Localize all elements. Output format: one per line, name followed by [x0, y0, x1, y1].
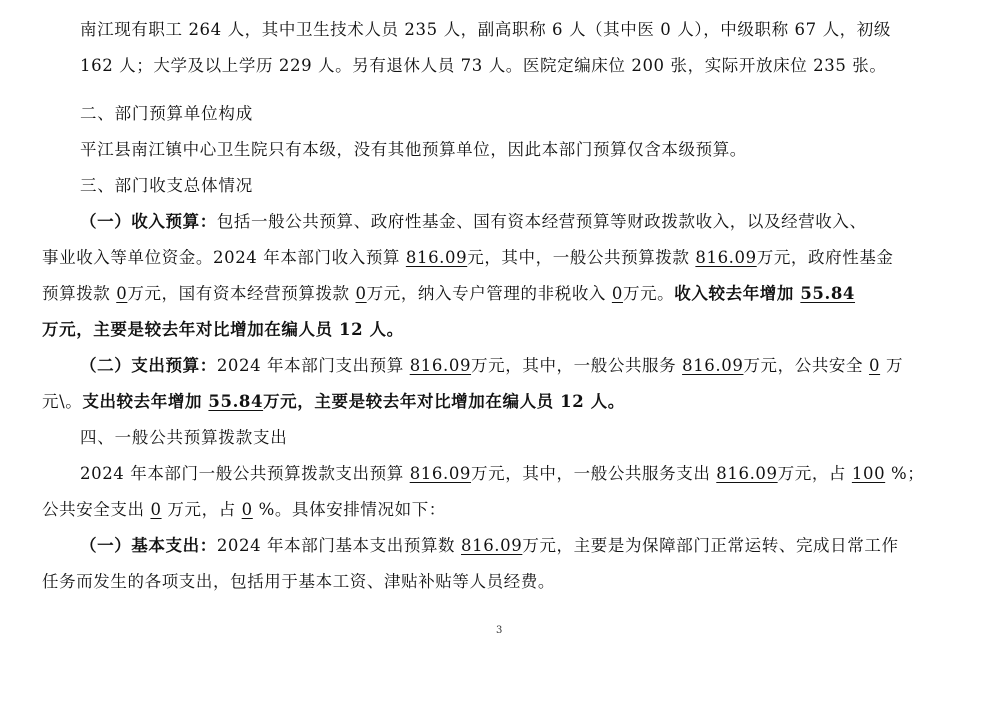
expense-general-value: 816.09	[682, 356, 744, 375]
section-heading-budget-units: 二、部门预算单位构成	[80, 104, 253, 123]
income-increase-text: 收入较去年增加	[674, 284, 801, 303]
general-text-b1: 公共安全支出	[42, 500, 151, 519]
income-text-b3: 万元，政府性基金	[756, 248, 894, 267]
expense-reason-text: 万元，主要是较去年对比增加在编人员 12 人。	[263, 392, 625, 411]
income-state-value: 0	[355, 284, 367, 303]
income-text-c3: 万元，纳入专户管理的非税收入	[366, 284, 612, 303]
basic-total-value: 816.09	[461, 536, 523, 555]
page-number: 3	[496, 625, 503, 636]
general-service-percent: 100	[851, 464, 886, 483]
expense-budget-label: （二）支出预算：	[80, 356, 217, 375]
general-security-percent: 0	[241, 500, 253, 519]
section-heading-revenue-expenditure: 三、部门收支总体情况	[80, 176, 253, 195]
expense-security-value: 0	[868, 356, 881, 375]
income-text-c4: 万元。	[622, 284, 675, 303]
general-total-value: 816.09	[409, 464, 472, 483]
general-text-b3: %。具体安排情况如下：	[252, 500, 446, 519]
general-line-1	[80, 463, 924, 485]
staff-paragraph-line-2: 162 人；大学及以上学历 229 人。另有退休人员 73 人。医院定编床位 200 张，实际开放床位 235 张。	[80, 56, 887, 75]
general-text-a2: 万元，其中，一般公共服务支出	[471, 464, 717, 483]
basic-line-2: 任务而发生的各项支出，包括用于基本工资、津贴补贴等人员经费。	[42, 572, 555, 591]
income-increase-value: 55.84	[800, 284, 856, 303]
income-text-b2: 元，其中，一般公共预算拨款	[467, 248, 696, 267]
income-general-value: 816.09	[695, 248, 757, 267]
expense-text-a3: 万元，公共安全	[743, 356, 869, 375]
income-line-1	[80, 211, 867, 233]
income-fund-value: 0	[116, 284, 128, 303]
income-line-4: 万元，主要是较去年对比增加在编人员 12 人。	[42, 320, 404, 339]
section-heading-general-budget: 四、一般公共预算拨款支出	[80, 428, 288, 447]
basic-line-1	[80, 535, 899, 557]
expense-total-value: 816.09	[409, 356, 472, 375]
expense-text-a4: 万	[880, 356, 904, 375]
general-text-a3: 万元，占	[777, 464, 852, 483]
basic-text-a2: 万元，主要是为保障部门正常运转、完成日常工作	[522, 536, 899, 555]
basic-expense-label: （一）基本支出：	[80, 536, 217, 555]
income-line-3	[42, 283, 855, 305]
general-security-value: 0	[150, 500, 162, 519]
general-service-value: 816.09	[716, 464, 778, 483]
expense-increase-value: 55.84	[208, 392, 264, 411]
staff-paragraph-line-1: 南江现有职工 264 人，其中卫生技术人员 235 人，副高职称 6 人（其中医 0 人），中级职称 67 人，初级	[80, 20, 891, 39]
expense-text-b1: 元\。	[42, 392, 83, 411]
income-text-c2: 万元，国有资本经营预算拨款	[127, 284, 356, 303]
general-text-a1: 2024 年本部门一般公共预算拨款支出预算	[80, 464, 410, 483]
income-text-c1: 预算拨款	[42, 284, 117, 303]
income-text-b1: 事业收入等单位资金。2024 年本部门收入预算	[42, 248, 406, 267]
expense-line-2	[42, 391, 625, 413]
expense-text-a2: 万元，其中，一般公共服务	[471, 356, 683, 375]
expense-text-a1: 2024 年本部门支出预算	[216, 356, 410, 375]
budget-units-paragraph: 平江县南江镇中心卫生院只有本级，没有其他预算单位，因此本部门预算仅含本级预算。	[80, 140, 747, 159]
income-line-2	[42, 247, 894, 269]
basic-text-a1: 2024 年本部门基本支出预算数	[216, 536, 461, 555]
expense-line-1	[80, 355, 903, 377]
income-total-value: 816.09	[405, 248, 468, 267]
general-text-b2: 万元，占	[161, 500, 242, 519]
general-line-2	[42, 499, 446, 521]
income-nontax-value: 0	[611, 284, 623, 303]
income-text-a: 包括一般公共预算、政府性基金、国有资本经营预算等财政拨款收入，以及经营收入、	[216, 212, 867, 231]
expense-increase-text: 支出较去年增加	[82, 392, 209, 411]
general-text-a4: %；	[885, 464, 925, 483]
income-budget-label: （一）收入预算：	[80, 212, 217, 231]
